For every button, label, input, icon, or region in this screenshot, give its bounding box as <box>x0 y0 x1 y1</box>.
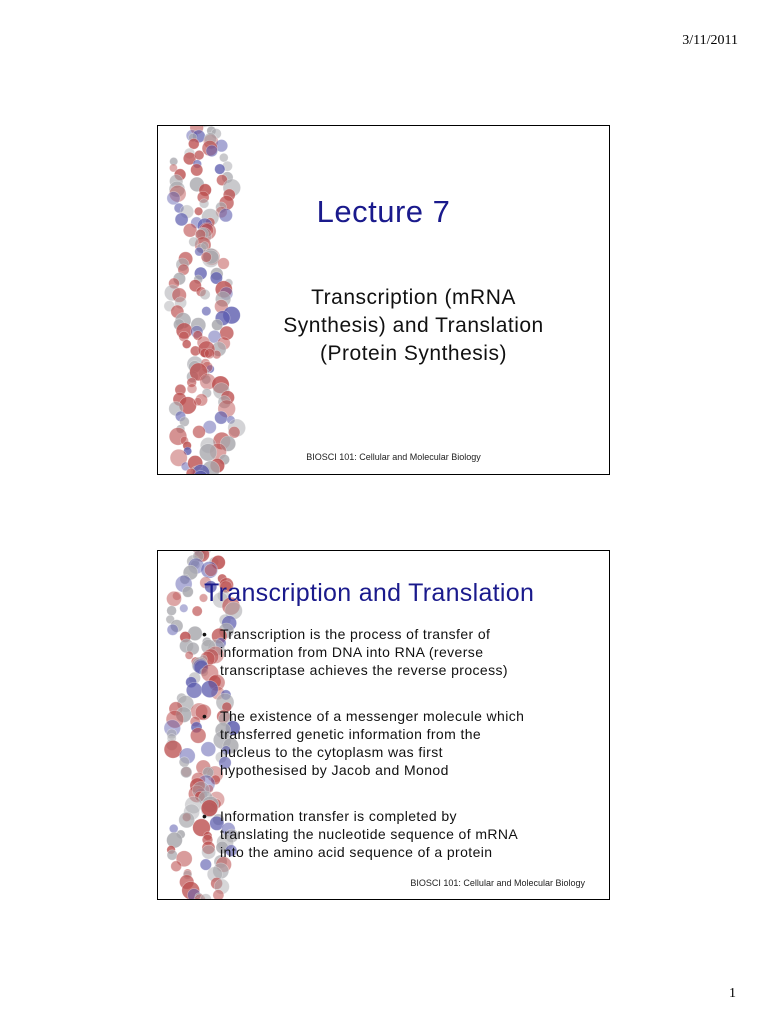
bullet-line: hypothesised by Jacob and Monod <box>220 762 449 778</box>
bullet-list <box>200 625 602 889</box>
bullet-icon: • <box>202 808 208 824</box>
course-footer: BIOSCI 101: Cellular and Molecular Biology <box>410 878 585 888</box>
subtitle-line: (Protein Synthesis) <box>320 342 507 365</box>
subtitle-line: Transcription (mRNA <box>311 286 516 309</box>
lecture-title: Lecture 7 <box>316 194 451 229</box>
slide-transcription-translation <box>157 550 610 900</box>
print-date: 3/11/2011 <box>682 33 738 48</box>
page-number: 1 <box>729 986 736 1001</box>
bullet-line: nucleus to the cytoplasm was first <box>220 744 443 760</box>
bullet-line: information from DNA into RNA (reverse <box>220 644 484 660</box>
bullet-line: Information transfer is completed by <box>220 808 457 824</box>
bullet-line: translating the nucleotide sequence of mRNA <box>220 826 519 842</box>
bullet-item <box>200 707 602 779</box>
bullet-line: transferred genetic information from the <box>220 726 482 742</box>
subtitle-line: Synthesis) and Translation <box>283 314 544 337</box>
bullet-icon: • <box>202 708 208 724</box>
lecture-subtitle <box>218 284 609 368</box>
bullet-line: into the amino acid sequence of a protein <box>220 844 493 860</box>
bullet-item <box>200 807 602 861</box>
course-footer: BIOSCI 101: Cellular and Molecular Biology <box>306 452 481 462</box>
bullet-item <box>200 625 602 679</box>
slide-title: Transcription and Translation <box>204 579 535 607</box>
bullet-line: transcriptase achieves the reverse process) <box>220 662 508 678</box>
bullet-icon: • <box>202 626 208 642</box>
bullet-line: The existence of a messenger molecule which <box>220 708 525 724</box>
bullet-line: Transcription is the process of transfer of <box>220 626 491 642</box>
slide-lecture-title <box>157 125 610 475</box>
